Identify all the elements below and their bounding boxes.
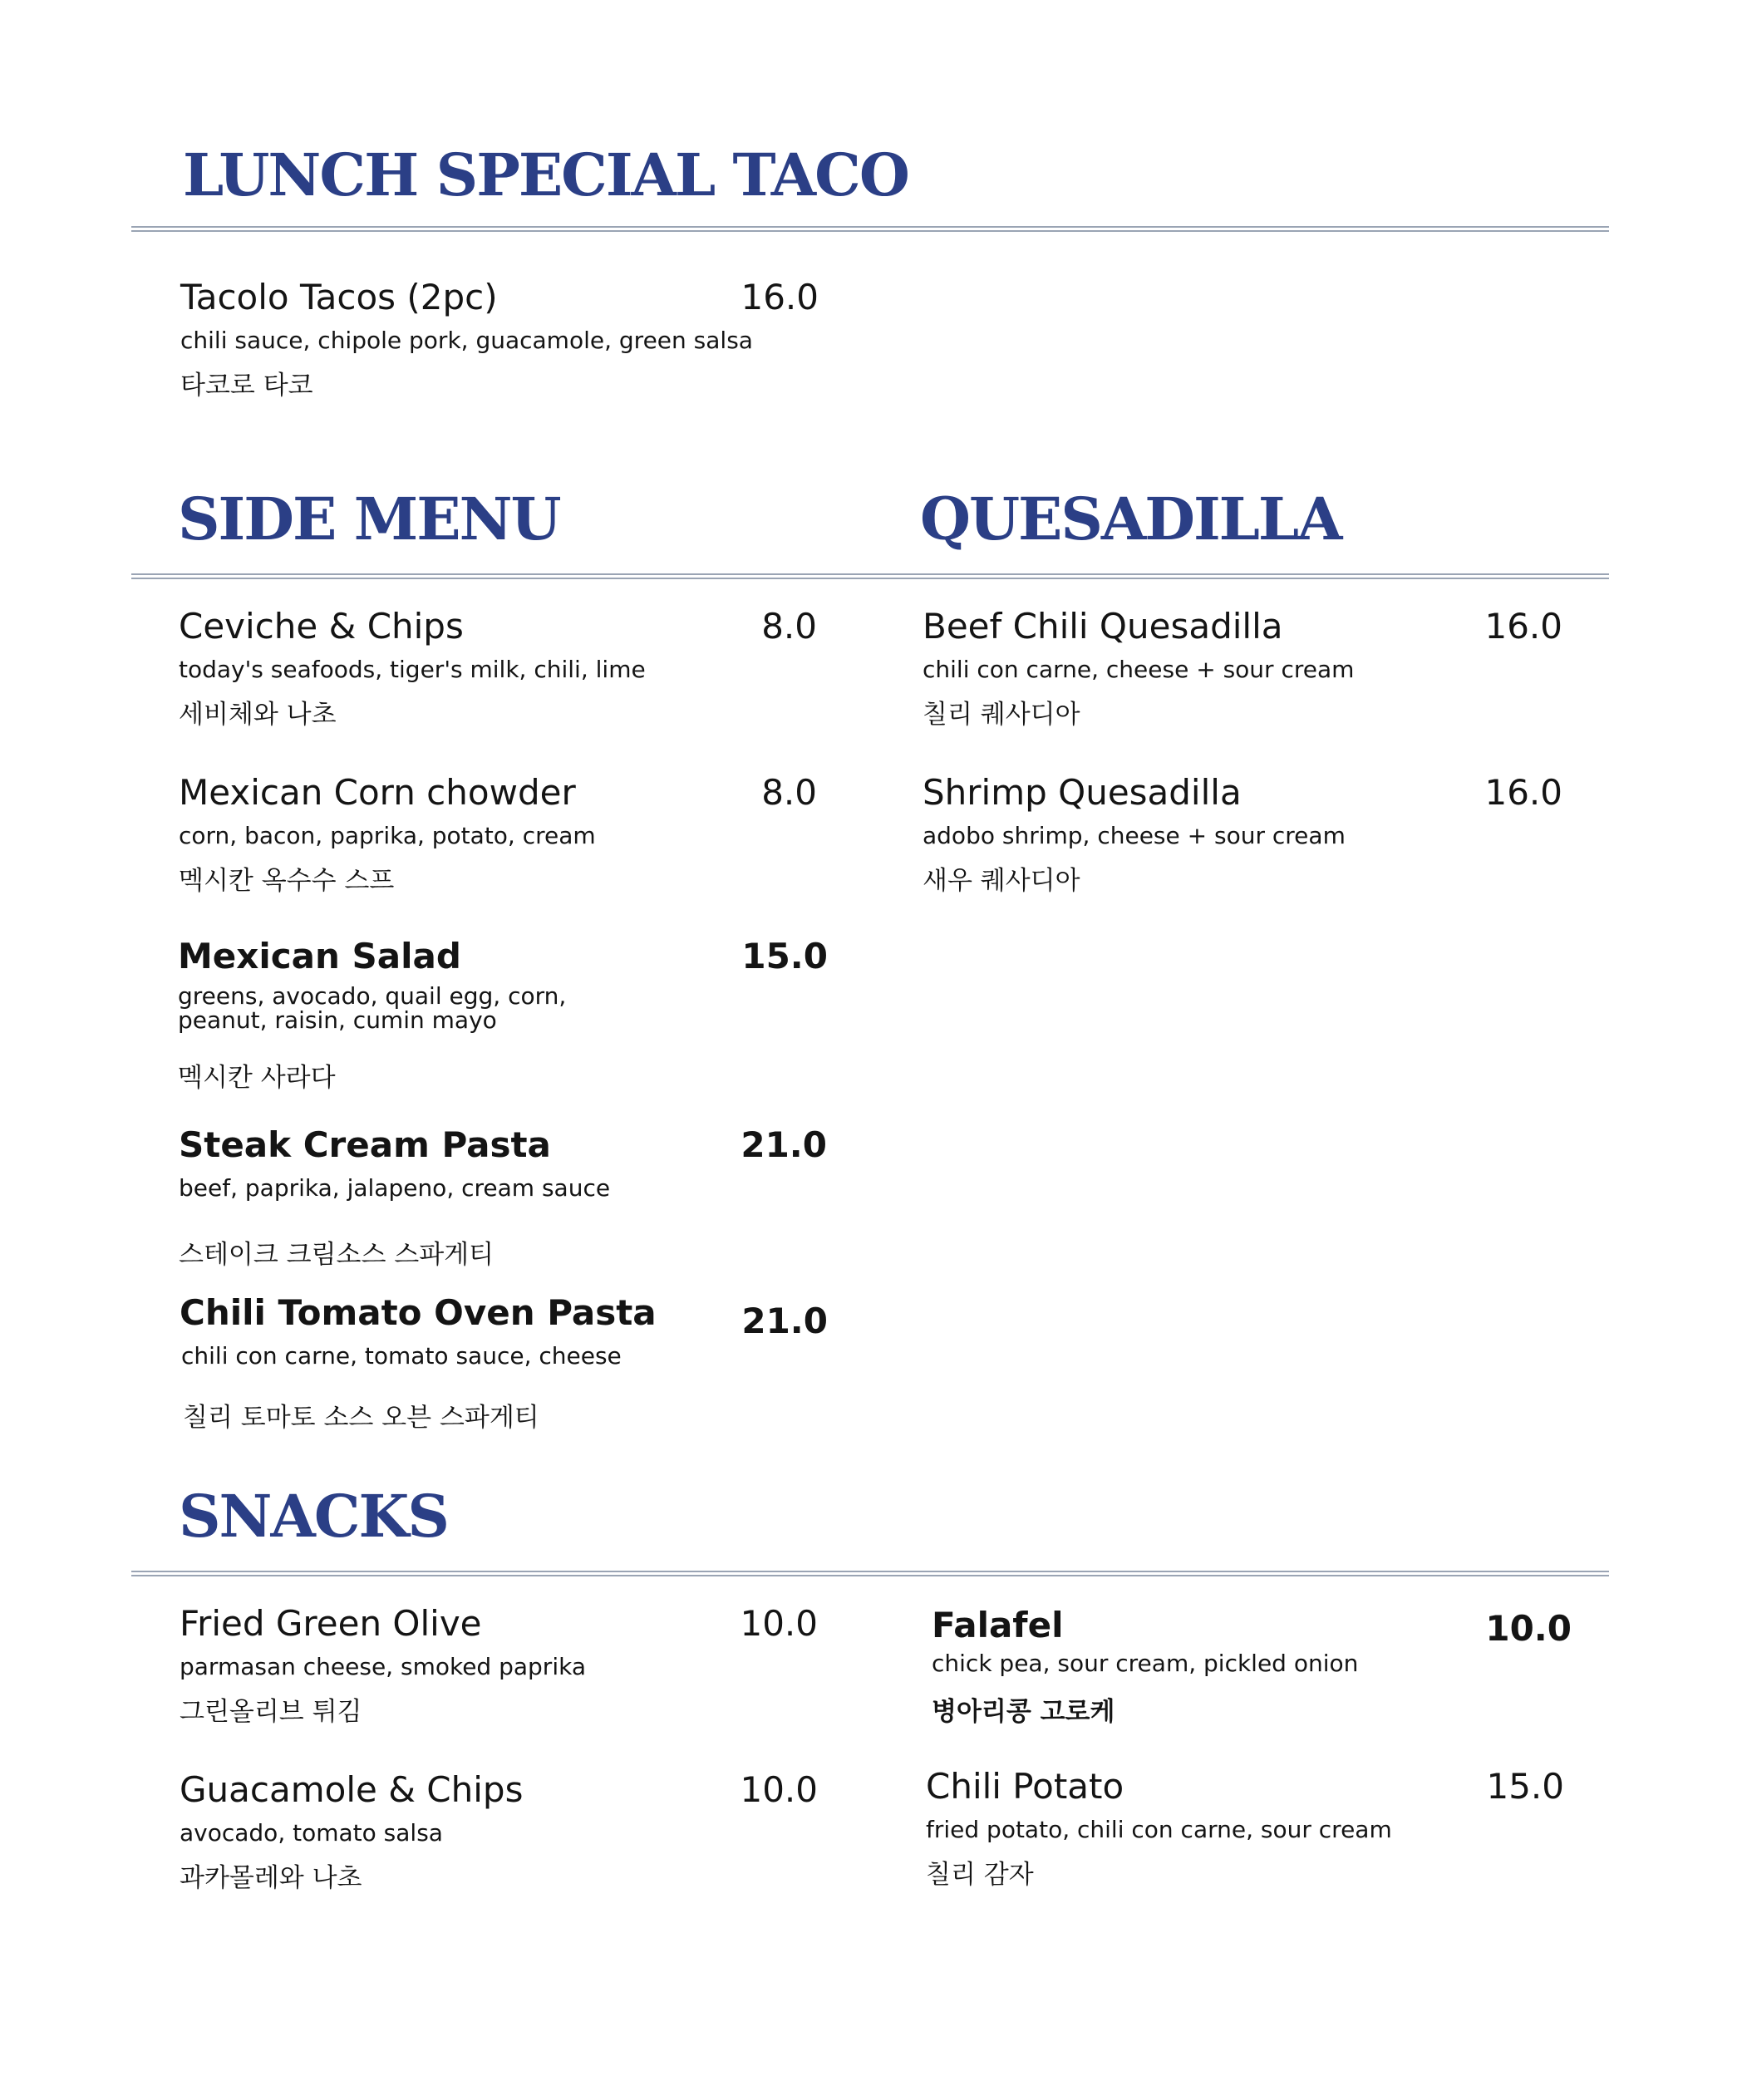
item-name: Chili Potato [926, 1766, 1124, 1807]
item-description: beef, paprika, jalapeno, cream sauce [179, 1174, 611, 1202]
item-price: 15.0 [1486, 1766, 1564, 1807]
item-price: 10.0 [740, 1769, 818, 1810]
item-description: chili con carne, cheese + sour cream [923, 656, 1355, 683]
item-description: adobo shrimp, cheese + sour cream [923, 822, 1346, 849]
item-description: chili sauce, chipole pork, guacamole, green salsa [180, 327, 753, 354]
snacks-section-title: SNACKS [179, 1482, 448, 1551]
item-description: parmasan cheese, smoked paprika [180, 1653, 586, 1680]
item-name: Shrimp Quesadilla [923, 772, 1242, 813]
item-price: 10.0 [740, 1603, 818, 1644]
item-name: Mexican Corn chowder [179, 772, 576, 813]
item-korean-name: 타코로 타코 [180, 371, 313, 401]
item-price: 16.0 [1484, 772, 1562, 813]
item-name: Guacamole & Chips [180, 1769, 524, 1810]
item-korean-name: 그린올리브 튀김 [180, 1697, 362, 1727]
item-description-line-1: greens, avocado, quail egg, corn, [178, 982, 567, 1010]
item-korean-name: 멕시칸 사라다 [178, 1063, 336, 1093]
item-description [178, 984, 566, 1033]
item-name: Fried Green Olive [180, 1603, 482, 1644]
item-korean-name: 칠리 토마토 소스 오븐 스파게티 [183, 1403, 539, 1433]
side-quesadilla-divider [131, 573, 1609, 579]
item-description: chili con carne, tomato sauce, cheese [181, 1342, 622, 1370]
snacks-section-divider [131, 1571, 1609, 1576]
item-price: 15.0 [741, 936, 828, 976]
item-name: Steak Cream Pasta [179, 1124, 551, 1165]
item-description: avocado, tomato salsa [180, 1819, 443, 1847]
item-price: 10.0 [1485, 1608, 1572, 1649]
lunch-section-title: LUNCH SPECIAL TACO [183, 140, 908, 209]
lunch-section-divider [131, 226, 1609, 232]
item-description: chick pea, sour cream, pickled onion [932, 1650, 1359, 1677]
item-korean-name: 칠리 감자 [926, 1860, 1034, 1890]
item-name: Tacolo Tacos (2pc) [180, 277, 498, 317]
item-price: 16.0 [741, 277, 819, 317]
item-description: fried potato, chili con carne, sour cream [926, 1816, 1392, 1843]
item-korean-name: 새우 퀘사디아 [923, 866, 1080, 896]
item-korean-name: 멕시칸 옥수수 스프 [179, 866, 395, 896]
quesadilla-section-title: QUESADILLA [920, 484, 1341, 553]
item-price: 21.0 [741, 1301, 828, 1341]
item-price: 21.0 [741, 1124, 827, 1165]
item-description: corn, bacon, paprika, potato, cream [179, 822, 596, 849]
item-name: Chili Tomato Oven Pasta [180, 1292, 657, 1333]
side-menu-section-title: SIDE MENU [178, 484, 560, 553]
item-description: today's seafoods, tiger's milk, chili, lime [179, 656, 646, 683]
item-name: Beef Chili Quesadilla [923, 606, 1283, 647]
item-price: 8.0 [761, 772, 817, 813]
item-price: 8.0 [761, 606, 817, 647]
item-name: Ceviche & Chips [179, 606, 464, 647]
item-description-line-2: peanut, raisin, cumin mayo [178, 1006, 497, 1035]
item-korean-name: 세비체와 나초 [179, 700, 337, 730]
item-korean-name: 칠리 퀘사디아 [923, 700, 1080, 730]
item-price: 16.0 [1484, 606, 1562, 647]
item-korean-name: 스테이크 크림소스 스파게티 [179, 1240, 495, 1270]
item-korean-name: 과카몰레와 나초 [180, 1863, 362, 1893]
item-korean-name: 병아리콩 고로케 [932, 1697, 1115, 1727]
item-name: Mexican Salad [178, 936, 461, 976]
item-name: Falafel [932, 1605, 1064, 1645]
